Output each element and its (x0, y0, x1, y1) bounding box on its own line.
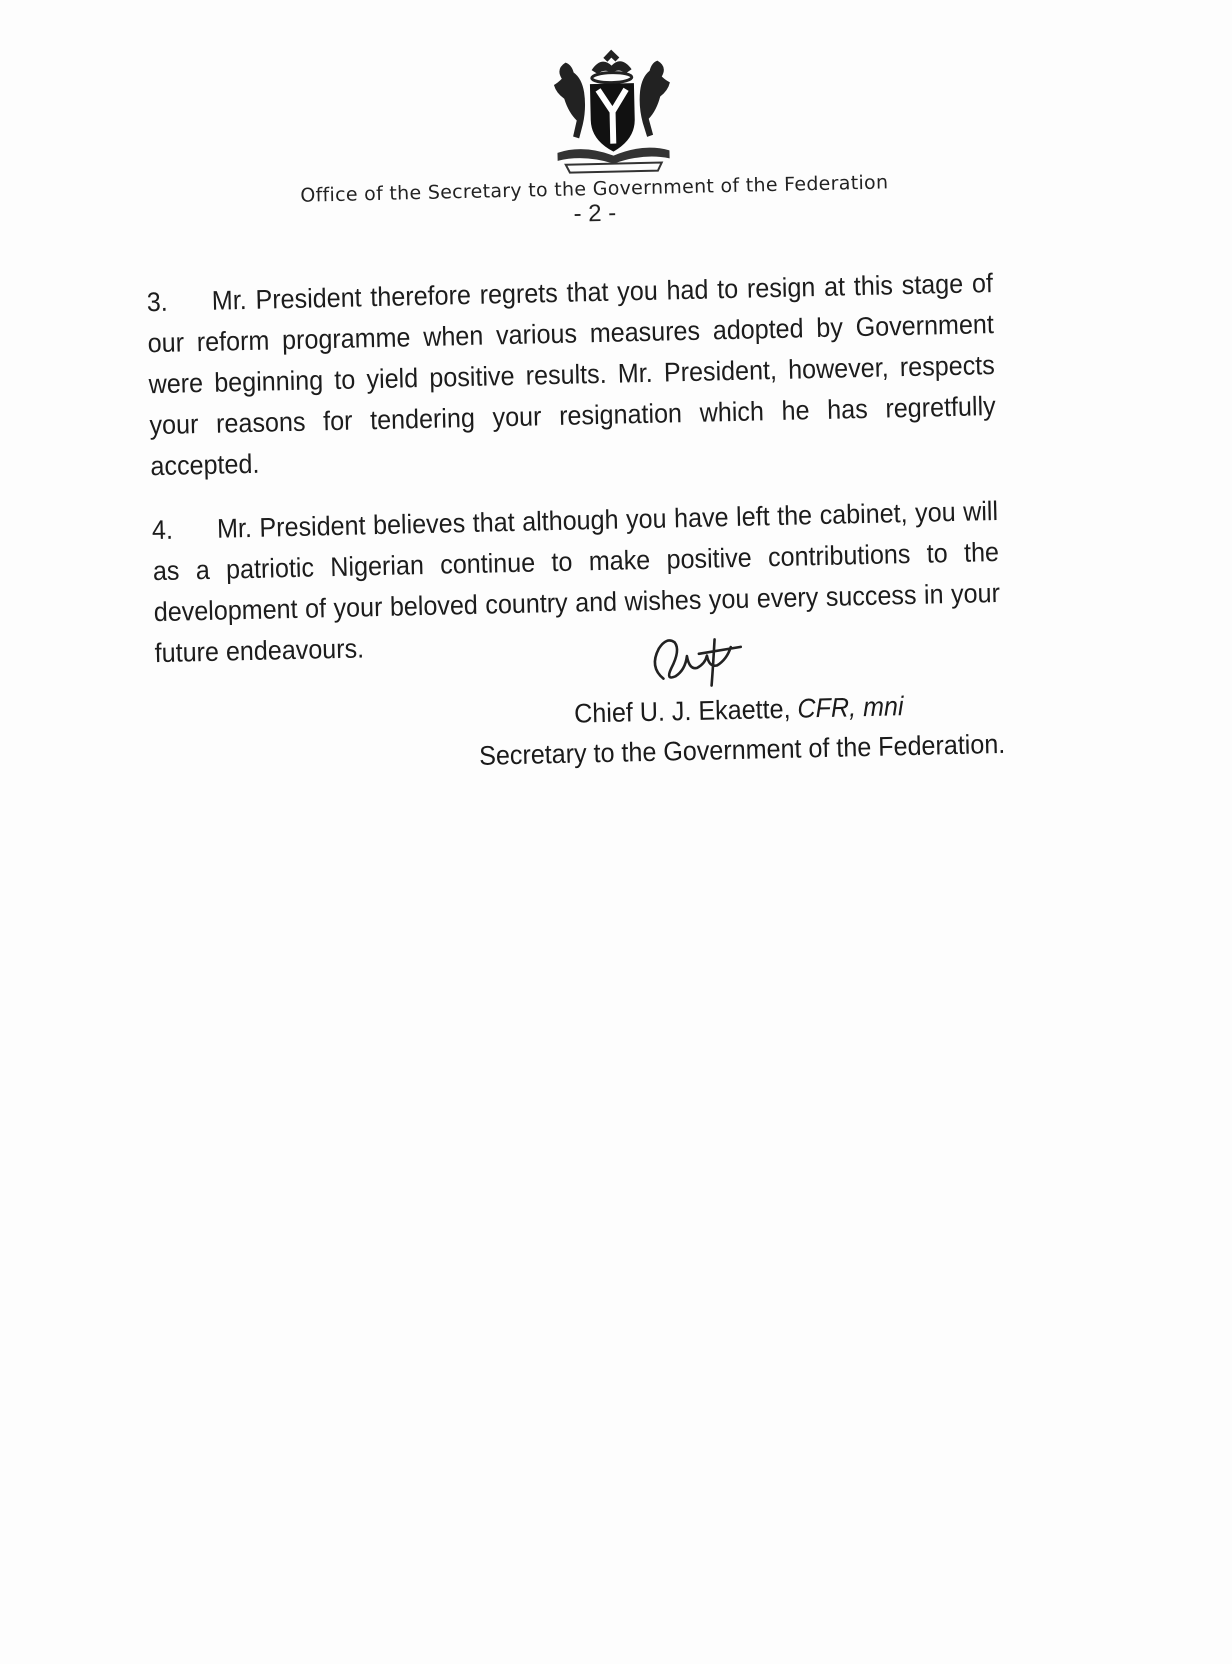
paragraph-text: Mr. President believes that although you have left the cabinet, you will as a patriotic Nigerian continue to make positive contributions to the development of your beloved country and wishes you every success in your future endeavours. (152, 495, 1001, 669)
paragraph-3 (146, 263, 997, 487)
signatory-name: Chief U. J. Ekaette, CFR, mni (573, 691, 904, 729)
paragraph-number: 4. (151, 514, 174, 546)
letter-body (141, 30, 1041, 771)
office-heading: Office of the Secretary to the Government of the Federation (300, 171, 889, 207)
signatory-postnominals: CFR, mni (797, 691, 904, 724)
paragraph-number: 3. (146, 286, 169, 318)
signatory-title: Secretary to the Government of the Federation. (478, 728, 1006, 771)
paragraph-text: Mr. President therefore regrets that you had to resign at this stage of our reform programme when various measures adopted by Government were beginning to yield positive results. Mr. President, however, respects your reasons for tendering your resignation which he has regretfully accepted. (147, 268, 996, 482)
paragraph-4 (151, 491, 1001, 674)
coat-of-arms-icon (541, 46, 684, 177)
page-number: - 2 - (573, 199, 617, 228)
handwritten-signature-icon (634, 625, 756, 698)
